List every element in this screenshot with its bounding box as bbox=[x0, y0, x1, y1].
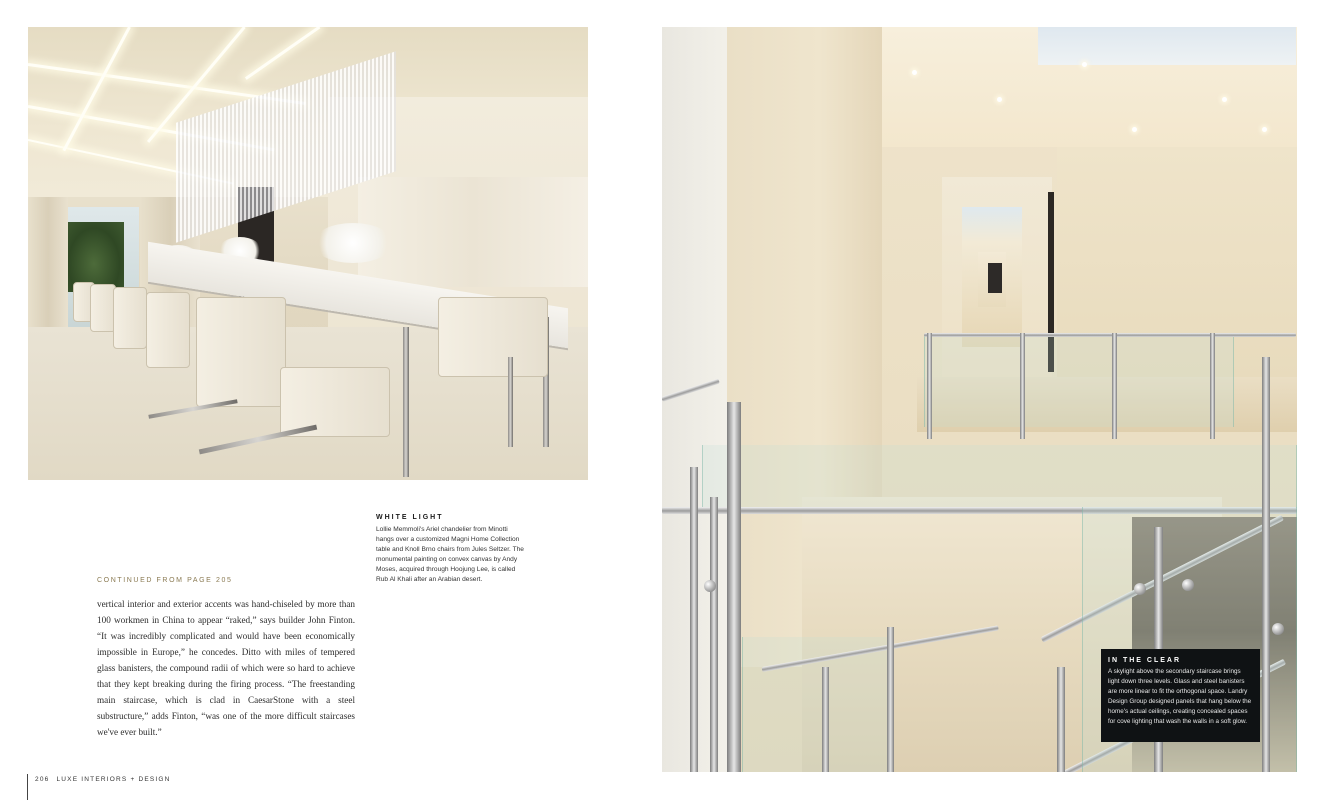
artwork bbox=[988, 263, 1002, 293]
skylight bbox=[1038, 27, 1296, 65]
caption-title: IN THE CLEAR bbox=[1108, 657, 1181, 664]
steel-post bbox=[727, 402, 741, 772]
downlight bbox=[1262, 127, 1267, 132]
steel-post bbox=[1210, 333, 1215, 439]
steel-post bbox=[887, 627, 894, 772]
downlight bbox=[1082, 62, 1087, 67]
downlight bbox=[1222, 97, 1227, 102]
chair bbox=[113, 287, 147, 349]
glass-banister bbox=[924, 335, 1234, 427]
chair bbox=[280, 367, 390, 437]
dining-room-photo bbox=[28, 27, 588, 480]
steel-post bbox=[1057, 667, 1065, 772]
caption-body: Lollie Memmoli's Ariel chandelier from Minotti hangs over a customized Magni Home Collection table and Knoll Brno chairs from Jules Seltzer. The monumental painting on convex canvas by Andy Moses, acquired through Hoojung Lee, is called Rub Al Khali after an Arabian desert. bbox=[376, 526, 524, 583]
steel-post bbox=[927, 333, 932, 439]
garden-view bbox=[64, 222, 124, 292]
chair bbox=[438, 297, 548, 377]
chair-frame bbox=[508, 357, 513, 447]
photo-caption-right bbox=[1101, 649, 1260, 742]
folio-rule bbox=[27, 774, 28, 800]
glass-clamp bbox=[1134, 583, 1146, 595]
glass-clamp bbox=[704, 580, 716, 592]
chair bbox=[146, 292, 190, 368]
wall-painting bbox=[358, 177, 588, 287]
continued-label: CONTINUED FROM PAGE 205 bbox=[97, 577, 233, 584]
steel-post bbox=[690, 467, 698, 772]
downlight bbox=[997, 97, 1002, 102]
steel-post bbox=[1112, 333, 1117, 439]
glass-clamp bbox=[1182, 579, 1194, 591]
article-body-text: vertical interior and exterior accents was hand-chiseled by more than 100 workmen in China to appear “raked,” says builder John Finton. “It was incredibly complicated and would have been economically impossible in Europe,” he concedes. Ditto with miles of tempered glass banisters, the compound radii of which were so hard to achieve that they kept breaking during the firing process. “The freestanding main staircase, which is clad in CaesarStone with a steel substructure,” adds Finton, “was one of the more difficult staircases we've ever built.” bbox=[97, 599, 355, 737]
publication-name: LUXE INTERIORS + DESIGN bbox=[56, 776, 171, 783]
orchid-flowers bbox=[313, 223, 393, 263]
steel-post bbox=[1262, 357, 1270, 772]
curtain bbox=[28, 197, 68, 347]
chair bbox=[196, 297, 286, 407]
steel-handrail bbox=[924, 333, 1296, 337]
table-leg bbox=[403, 327, 409, 477]
downlight bbox=[912, 70, 917, 75]
caption-title: WHITE LIGHT bbox=[376, 514, 444, 521]
photo-caption-left bbox=[376, 514, 526, 585]
caption-body: A skylight above the secondary staircase brings light down three levels. Glass and steel banisters are more linear to fit the orthogonal space. Landry Design Group designed panels that hang below the home's actual ceilings, creating concealed spaces for cove lighting that wash the walls in a soft glow. bbox=[1108, 668, 1252, 725]
page-number: 206 bbox=[35, 776, 50, 783]
steel-post bbox=[822, 667, 829, 772]
glass-clamp bbox=[1272, 623, 1284, 635]
folio bbox=[35, 776, 171, 783]
steel-post bbox=[1020, 333, 1025, 439]
glass-banister bbox=[702, 445, 1297, 511]
steel-post bbox=[710, 497, 718, 772]
downlight bbox=[1132, 127, 1137, 132]
